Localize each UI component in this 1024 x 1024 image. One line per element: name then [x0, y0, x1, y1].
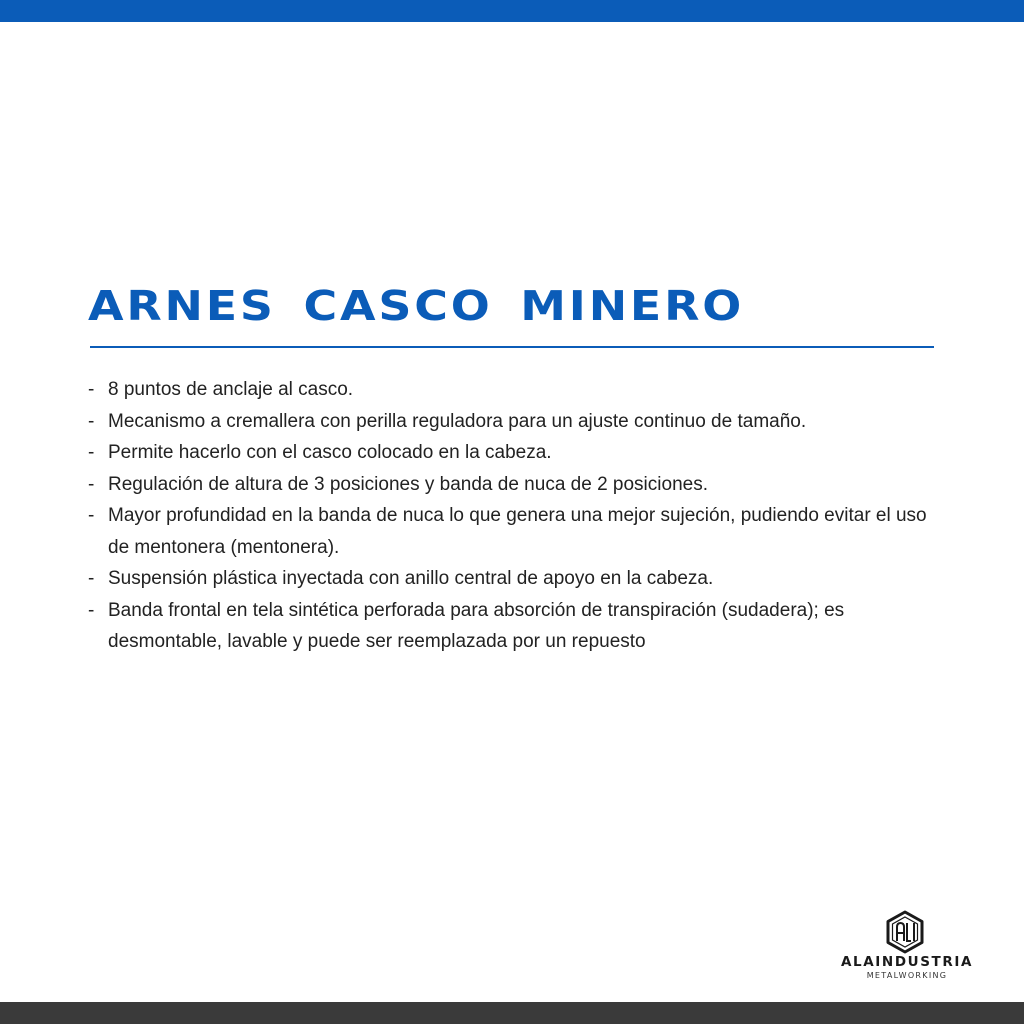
list-item	[88, 595, 938, 658]
list-item-text: Permite hacerlo con el casco colocado en la cabeza.	[108, 442, 552, 463]
bullet-dash: -	[88, 473, 95, 495]
list-item-text: Regulación de altura de 3 posiciones y banda de nuca de 2 posiciones.	[108, 473, 708, 495]
ali-hexagon-logo-icon	[885, 910, 925, 954]
list-item-text: Suspensión plástica inyectada con anillo central de apoyo en la cabeza.	[108, 568, 714, 589]
list-item	[88, 563, 938, 595]
bullet-dash: -	[88, 442, 95, 463]
list-item	[88, 437, 938, 469]
list-item-text: 8 puntos de anclaje al casco.	[108, 379, 354, 400]
title-divider	[90, 346, 934, 348]
list-item	[88, 406, 938, 438]
bullet-dash: -	[88, 599, 95, 621]
list-item	[88, 500, 938, 563]
list-item-text: Mayor profundidad en la banda de nuca lo que genera una mejor sujeción, pudiendo evitar el uso de mentonera (mentonera).	[108, 505, 927, 558]
top-accent-bar	[0, 0, 1024, 22]
list-item-text: Banda frontal en tela sintética perforada para absorción de transpiración (sudadera); es desmontable, lavable y puede ser reemplazada por un repuesto	[108, 599, 845, 652]
brand-tagline: METALWORKING	[866, 971, 948, 980]
list-item	[88, 469, 938, 501]
brand-name: ALAINDUSTRIA	[841, 954, 973, 970]
bullet-dash: -	[88, 410, 95, 432]
bullet-dash: -	[88, 505, 95, 526]
list-item-text: Mecanismo a cremallera con perilla reguladora para un ajuste continuo de tamaño.	[108, 410, 807, 432]
page-title: ARNES CASCO MINERO	[88, 282, 745, 330]
list-item	[88, 374, 938, 406]
brand-logo	[822, 908, 992, 984]
bullet-dash: -	[88, 568, 95, 589]
bullet-dash: -	[88, 379, 95, 400]
feature-list	[88, 374, 938, 658]
bottom-bar	[0, 1002, 1024, 1024]
